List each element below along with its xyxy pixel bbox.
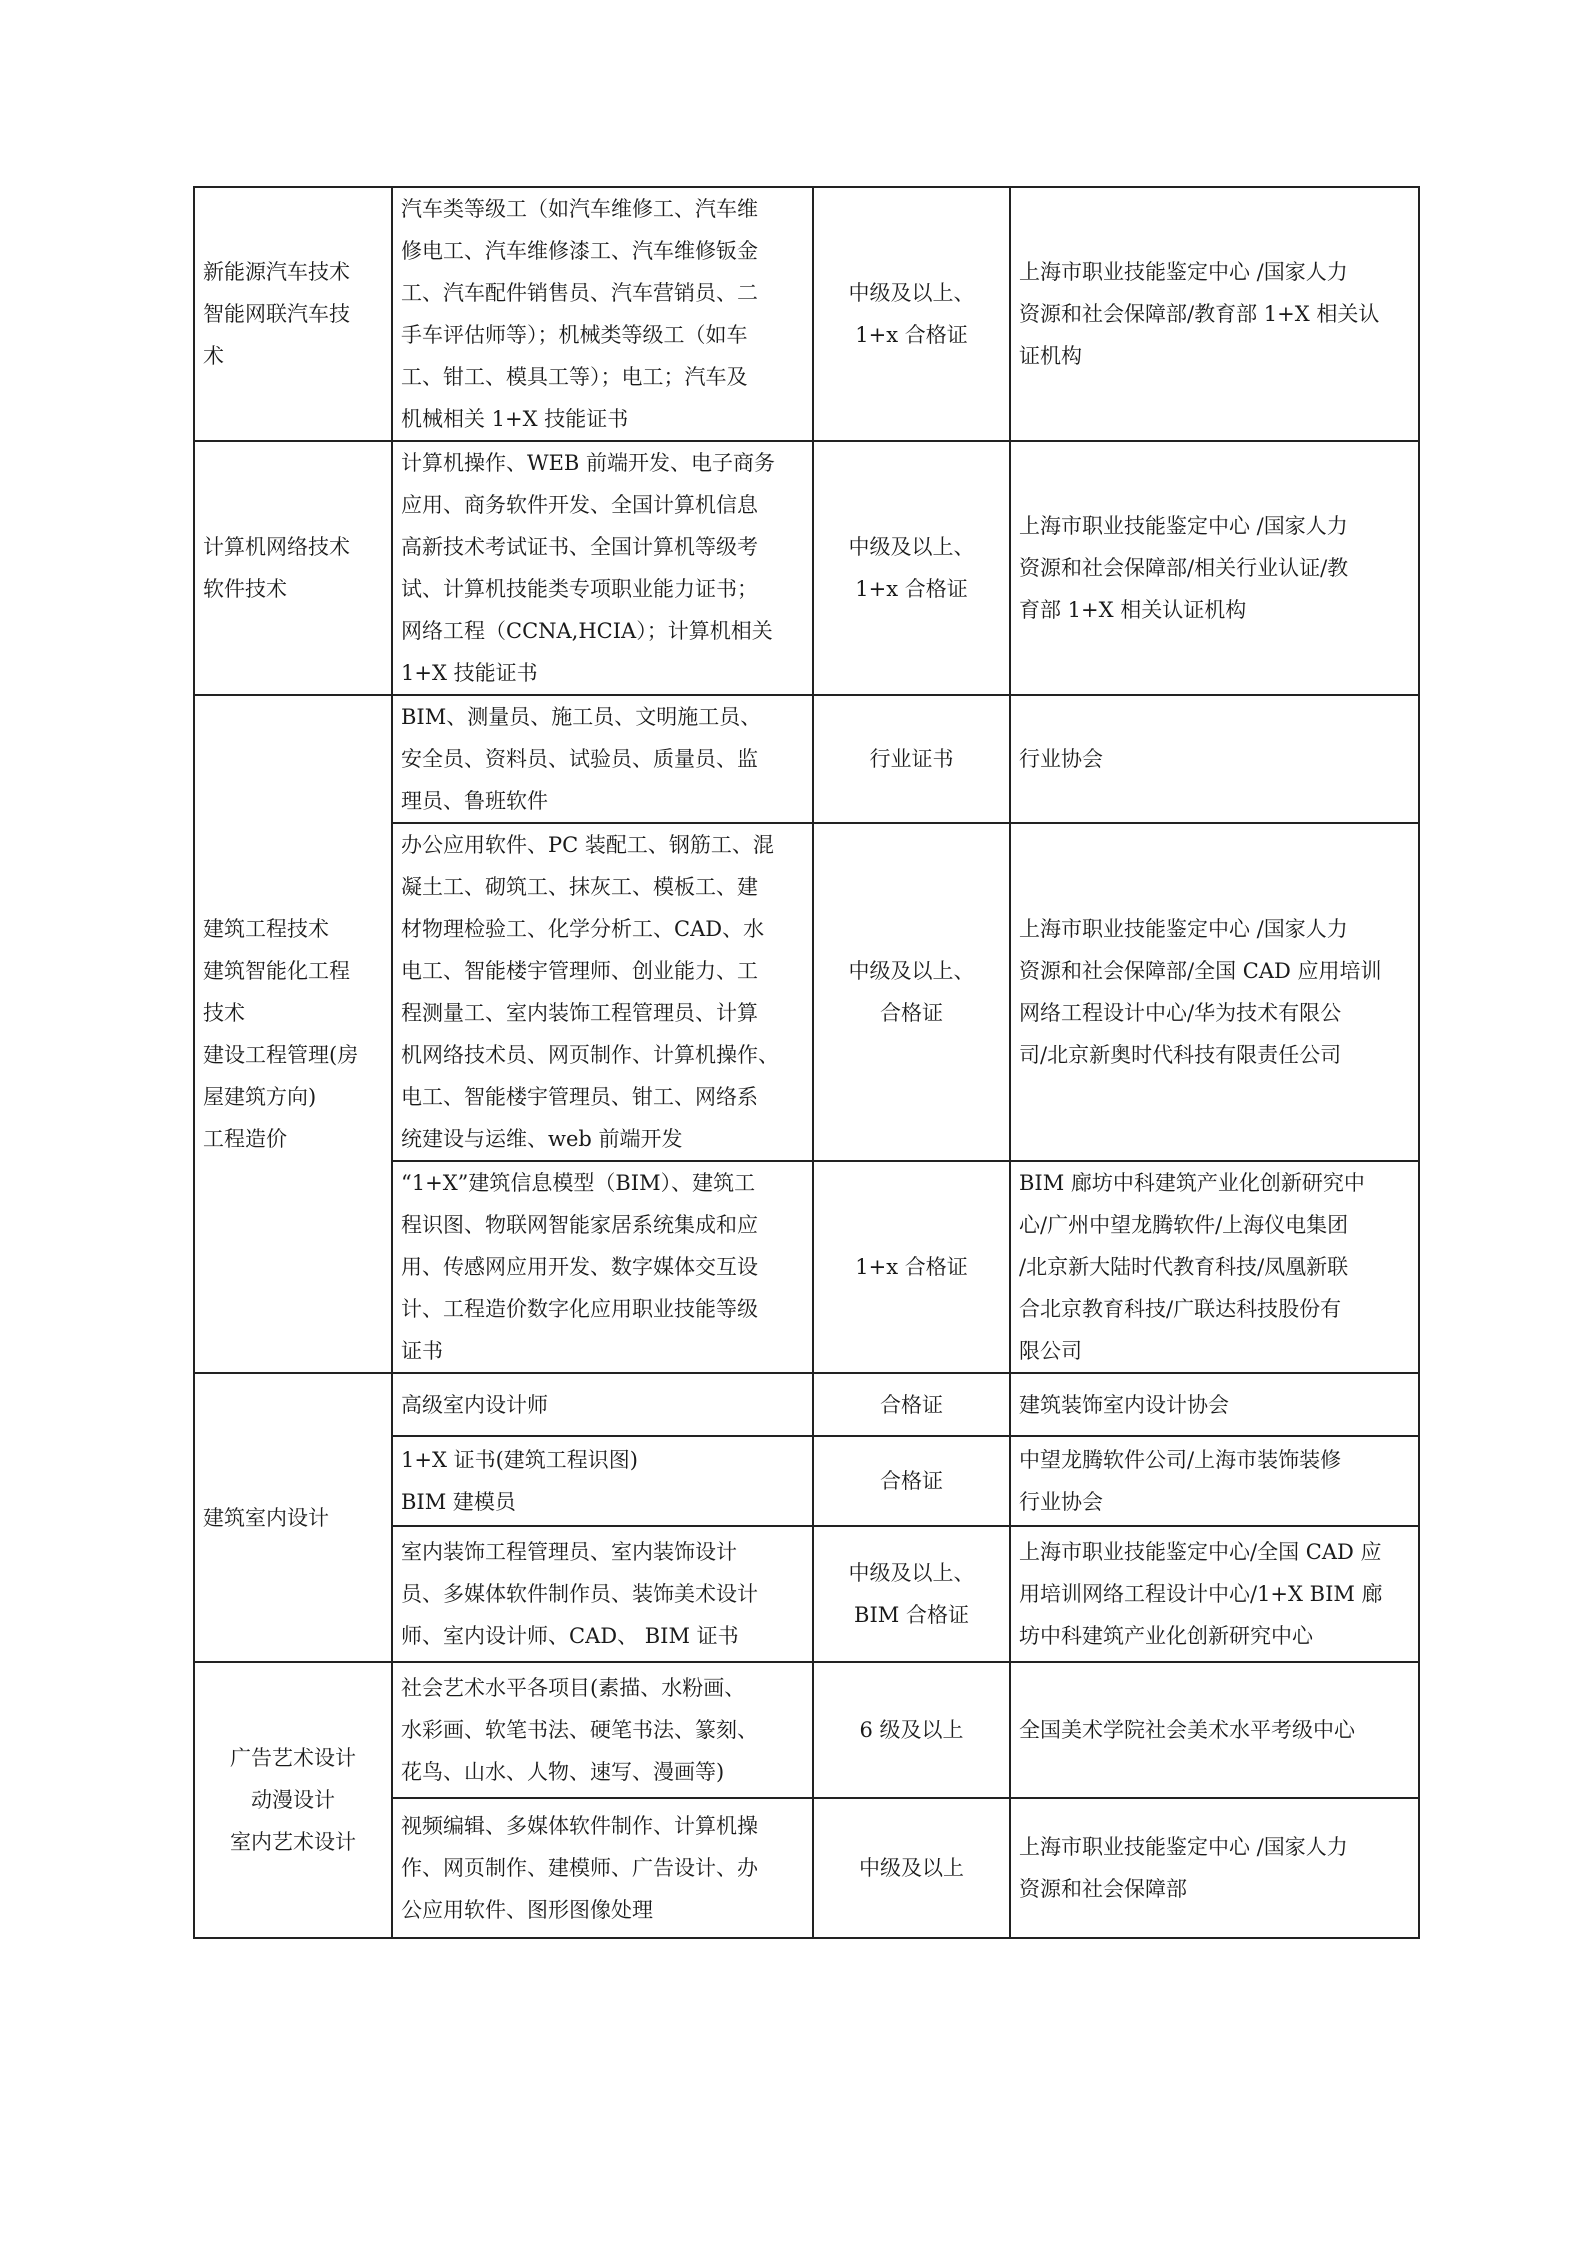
organization-line: /北京新大陆时代教育科技/凤凰新联 — [1019, 1255, 1349, 1279]
level-cell — [813, 1161, 1010, 1373]
level-cell — [813, 695, 1010, 823]
organization-line: 资源和社会保障部/相关行业认证/教 — [1019, 556, 1349, 580]
major-line: 建筑智能化工程 — [203, 959, 350, 983]
organization-line: 证机构 — [1019, 344, 1082, 368]
major-line: 工程造价 — [203, 1127, 287, 1151]
certificate-line: 社会艺术水平各项目(素描、水粉画、 — [401, 1676, 746, 1700]
organization-line: 上海市职业技能鉴定中心/全国 CAD 应 — [1019, 1540, 1382, 1564]
certificate-line: 高级室内设计师 — [401, 1392, 548, 1417]
level-line: 中级及以上、 — [848, 281, 975, 305]
certificate-line: 师、室内设计师、CAD、 BIM 证书 — [401, 1624, 739, 1648]
major-line: 软件技术 — [203, 577, 287, 601]
certificate-cell — [392, 1662, 813, 1798]
level-line: 合格证 — [880, 1392, 943, 1417]
level-cell — [813, 1662, 1010, 1798]
certificate-line: 工、汽车配件销售员、汽车营销员、二 — [401, 281, 758, 305]
certificate-line: 1+X 技能证书 — [401, 661, 538, 685]
organization-line: 上海市职业技能鉴定中心 /国家人力 — [1019, 1835, 1348, 1859]
organization-cell — [1010, 441, 1419, 695]
table-row — [194, 1662, 1419, 1798]
organization-line: 资源和社会保障部 — [1019, 1877, 1187, 1901]
level-cell — [813, 823, 1010, 1161]
certificate-cell — [392, 441, 813, 695]
level-cell — [813, 1526, 1010, 1662]
certificate-line: 员、多媒体软件制作员、装饰美术设计 — [401, 1582, 758, 1606]
major-line: 建设工程管理(房 — [203, 1043, 359, 1067]
level-line: 合格证 — [880, 1001, 943, 1025]
organization-cell — [1010, 1161, 1419, 1373]
level-line: 中级及以上、 — [848, 535, 975, 559]
certificate-line: 试、计算机技能类专项职业能力证书； — [401, 577, 758, 601]
major-line: 技术 — [203, 1001, 245, 1025]
certificate-cell — [392, 695, 813, 823]
organization-line: 合北京教育科技/广联达科技股份有 — [1019, 1297, 1342, 1321]
certificate-line: BIM、测量员、施工员、文明施工员、 — [401, 705, 762, 729]
major-line: 室内艺术设计 — [230, 1830, 356, 1854]
table-row — [194, 1373, 1419, 1436]
organization-cell — [1010, 823, 1419, 1161]
certificate-cell — [392, 1161, 813, 1373]
major-line: 智能网联汽车技 — [203, 302, 350, 326]
level-cell — [813, 1373, 1010, 1436]
certificate-cell — [392, 823, 813, 1161]
level-line: 合格证 — [880, 1469, 943, 1493]
certificate-line: 手车评估师等）；机械类等级工（如车 — [401, 323, 748, 347]
level-cell — [813, 187, 1010, 441]
certificate-line: 作、网页制作、建模师、广告设计、办 — [401, 1856, 758, 1880]
certificate-line: 室内装饰工程管理员、室内装饰设计 — [401, 1540, 737, 1564]
level-line: 中级及以上 — [859, 1856, 964, 1880]
certificate-line: 材物理检验工、化学分析工、CAD、水 — [401, 917, 765, 941]
organization-line: 用培训网络工程设计中心/1+X BIM 廊 — [1019, 1582, 1383, 1606]
organization-cell — [1010, 1798, 1419, 1938]
certificate-line: 机械相关 1+X 技能证书 — [401, 407, 629, 431]
level-line: 中级及以上、 — [848, 1561, 975, 1585]
certificate-line: 汽车类等级工（如汽车维修工、汽车维 — [401, 197, 758, 221]
major-line: 建筑工程技术 — [203, 917, 329, 941]
major-line: 广告艺术设计 — [230, 1746, 356, 1770]
certificate-line: 理员、鲁班软件 — [401, 789, 548, 813]
organization-line: 上海市职业技能鉴定中心 /国家人力 — [1019, 260, 1348, 284]
certificate-cell — [392, 1798, 813, 1938]
level-line: 1+x 合格证 — [855, 577, 968, 601]
major-line: 术 — [203, 344, 224, 368]
organization-line: 上海市职业技能鉴定中心 /国家人力 — [1019, 917, 1348, 941]
certificate-line: 1+X 证书(建筑工程识图) — [401, 1448, 638, 1472]
major-cell — [194, 695, 392, 1373]
certificate-line: 程测量工、室内装饰工程管理员、计算 — [401, 1001, 758, 1025]
level-line: 中级及以上、 — [848, 959, 975, 983]
major-line: 屋建筑方向) — [203, 1085, 317, 1109]
level-line: 1+x 合格证 — [855, 323, 968, 347]
major-line: 计算机网络技术 — [203, 535, 350, 559]
major-cell — [194, 1373, 392, 1662]
organization-cell — [1010, 1526, 1419, 1662]
certificate-line: 计、工程造价数字化应用职业技能等级 — [401, 1297, 758, 1321]
level-line: BIM 合格证 — [854, 1603, 969, 1627]
certificate-line: 凝土工、砌筑工、抹灰工、模板工、建 — [401, 875, 758, 899]
organization-line: 资源和社会保障部/全国 CAD 应用培训 — [1019, 959, 1382, 983]
certificate-line: 安全员、资料员、试验员、质量员、监 — [401, 747, 758, 771]
organization-line: 中望龙腾软件公司/上海市装饰装修 — [1019, 1448, 1342, 1472]
certificate-cell — [392, 187, 813, 441]
organization-line: 坊中科建筑产业化创新研究中心 — [1019, 1624, 1313, 1648]
certificate-line: 机网络技术员、网页制作、计算机操作、 — [401, 1043, 779, 1067]
certificate-cell — [392, 1526, 813, 1662]
certificate-line: 公应用软件、图形图像处理 — [401, 1898, 653, 1922]
certificate-line: 水彩画、软笔书法、硬笔书法、篆刻、 — [401, 1718, 758, 1742]
certificate-line: 电工、智能楼宇管理员、钳工、网络系 — [401, 1085, 758, 1109]
organization-line: 行业协会 — [1019, 747, 1103, 771]
organization-line: 建筑装饰室内设计协会 — [1019, 1392, 1229, 1417]
certificate-line: 用、传感网应用开发、数字媒体交互设 — [401, 1255, 758, 1279]
level-line: 行业证书 — [869, 747, 954, 771]
certificate-line: 应用、商务软件开发、全国计算机信息 — [401, 493, 758, 517]
level-cell — [813, 1436, 1010, 1526]
certificate-line: 电工、智能楼宇管理师、创业能力、工 — [401, 959, 758, 983]
certificate-line: 计算机操作、WEB 前端开发、电子商务 — [401, 451, 776, 475]
certificate-cell — [392, 1373, 813, 1436]
certificate-line: “1+X”建筑信息模型（BIM）、建筑工 — [401, 1171, 756, 1195]
certificate-table-body — [194, 187, 1419, 1938]
organization-cell — [1010, 695, 1419, 823]
organization-cell — [1010, 1436, 1419, 1526]
organization-cell — [1010, 1662, 1419, 1798]
major-line: 建筑室内设计 — [203, 1505, 329, 1530]
level-cell — [813, 1798, 1010, 1938]
major-cell — [194, 441, 392, 695]
certificate-line: 办公应用软件、PC 装配工、钢筋工、混 — [401, 833, 774, 857]
certificate-line: 程识图、物联网智能家居系统集成和应 — [401, 1213, 758, 1237]
certificate-line: 高新技术考试证书、全国计算机等级考 — [401, 535, 758, 559]
certificate-table — [193, 186, 1420, 1939]
organization-line: 全国美术学院社会美术水平考级中心 — [1019, 1718, 1355, 1742]
certificate-cell — [392, 1436, 813, 1526]
certificate-line: 证书 — [401, 1339, 443, 1363]
table-row — [194, 187, 1419, 441]
level-line: 1+x 合格证 — [855, 1255, 968, 1279]
organization-line: 网络工程设计中心/华为技术有限公 — [1019, 1001, 1342, 1025]
major-cell — [194, 1662, 392, 1938]
organization-line: 上海市职业技能鉴定中心 /国家人力 — [1019, 514, 1348, 538]
certificate-line: 网络工程（CCNA,HCIA）；计算机相关 — [401, 619, 773, 643]
certificate-line: BIM 建模员 — [401, 1490, 516, 1514]
organization-cell — [1010, 1373, 1419, 1436]
major-line: 动漫设计 — [251, 1788, 335, 1812]
organization-line: 心/广州中望龙腾软件/上海仪电集团 — [1019, 1213, 1349, 1237]
certificate-line: 统建设与运维、web 前端开发 — [401, 1127, 683, 1151]
table-row — [194, 695, 1419, 823]
level-cell — [813, 441, 1010, 695]
level-line: 6 级及以上 — [859, 1718, 964, 1742]
certificate-line: 花鸟、山水、人物、速写、漫画等) — [401, 1760, 725, 1784]
organization-line: 行业协会 — [1019, 1490, 1103, 1514]
organization-line: 资源和社会保障部/教育部 1+X 相关认 — [1019, 302, 1380, 326]
organization-line: 育部 1+X 相关认证机构 — [1019, 598, 1247, 622]
organization-cell — [1010, 187, 1419, 441]
certificate-line: 修电工、汽车维修漆工、汽车维修钣金 — [401, 239, 758, 263]
table-row — [194, 441, 1419, 695]
organization-line: 限公司 — [1019, 1339, 1082, 1363]
certificate-line: 工、钳工、模具工等）；电工；汽车及 — [401, 365, 748, 389]
organization-line: 司/北京新奥时代科技有限责任公司 — [1019, 1043, 1342, 1067]
major-cell — [194, 187, 392, 441]
certificate-line: 视频编辑、多媒体软件制作、计算机操 — [401, 1814, 758, 1838]
organization-line: BIM 廊坊中科建筑产业化创新研究中 — [1019, 1171, 1365, 1195]
major-line: 新能源汽车技术 — [203, 260, 350, 284]
